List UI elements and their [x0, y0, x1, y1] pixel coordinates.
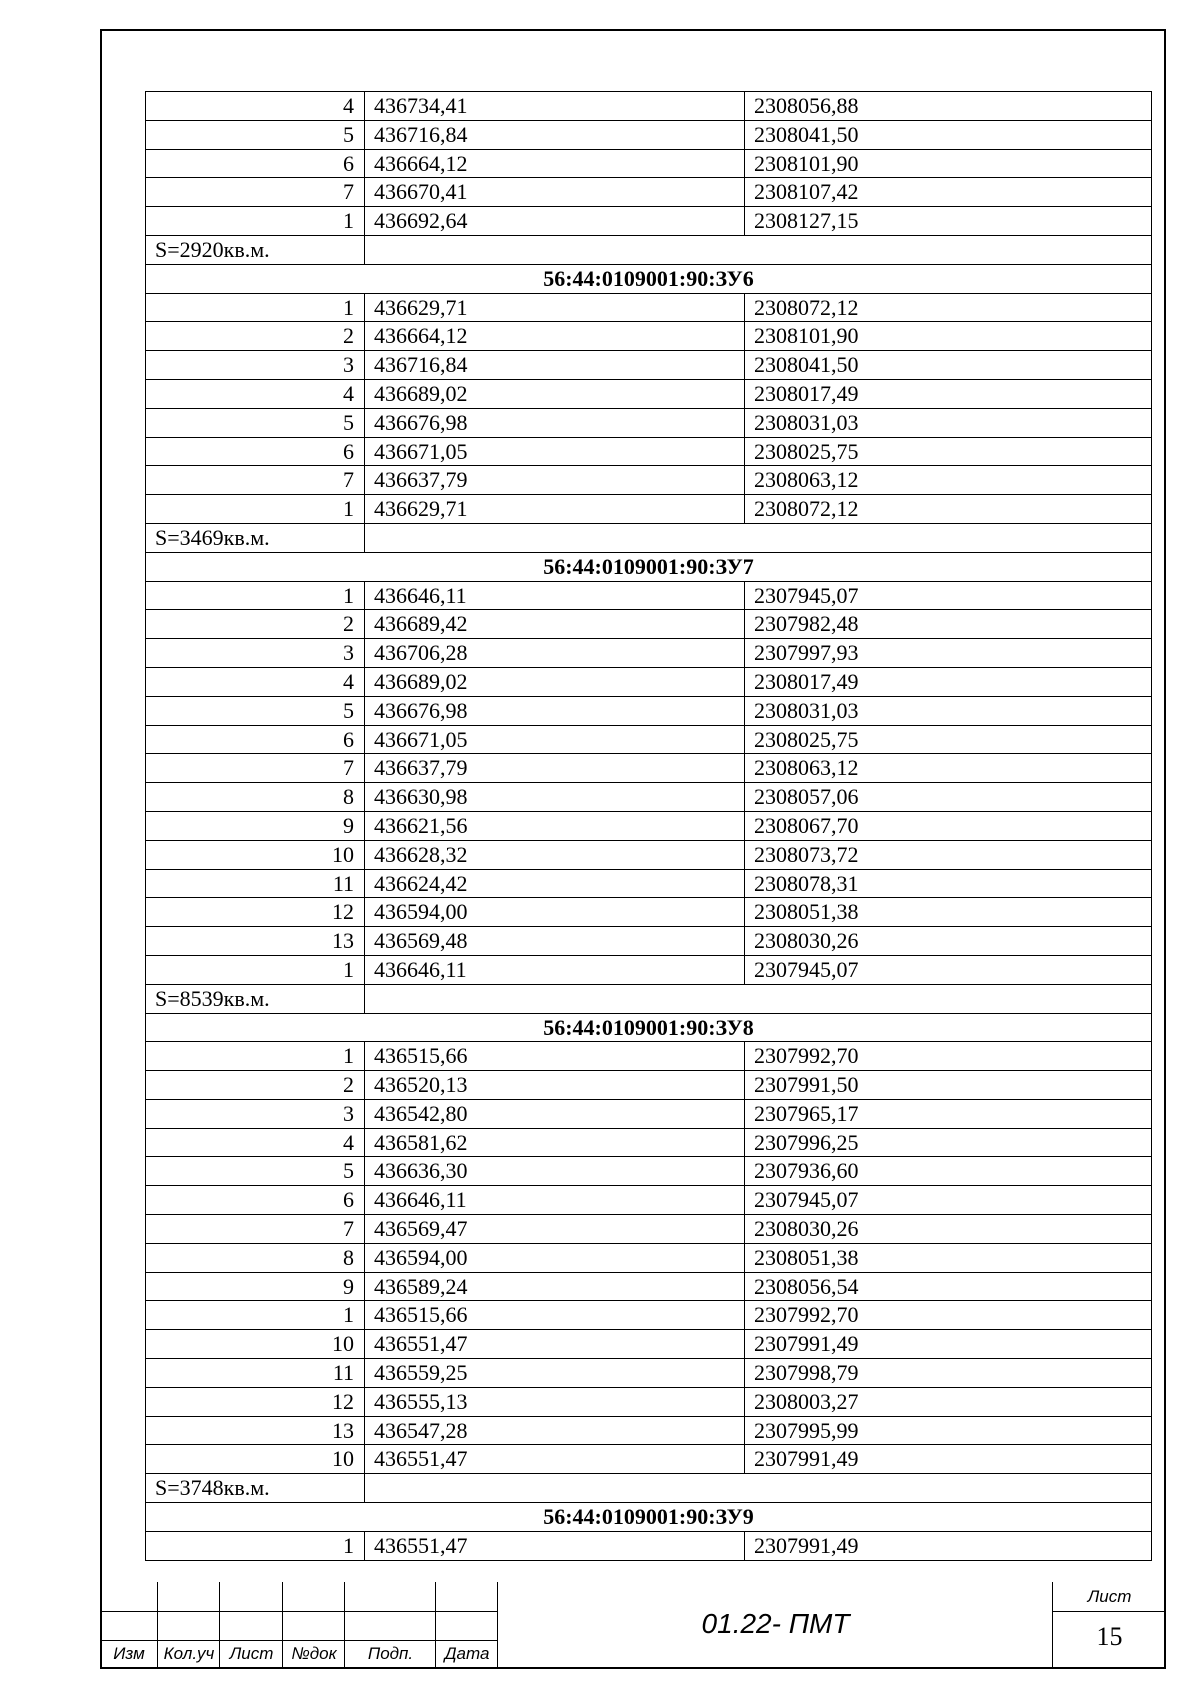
point-number: 1 [146, 293, 365, 322]
coord-x: 436581,62 [365, 1128, 745, 1157]
coord-y: 2307992,70 [745, 1301, 1152, 1330]
coord-x: 436706,28 [365, 639, 745, 668]
coord-x: 436676,98 [365, 696, 745, 725]
coord-y: 2308031,03 [745, 696, 1152, 725]
table-row [146, 437, 1152, 466]
point-number: 3 [146, 351, 365, 380]
table-row [146, 1272, 1152, 1301]
area-value: S=3469кв.м. [146, 523, 365, 552]
coord-x: 436646,11 [365, 955, 745, 984]
table-row [146, 1071, 1152, 1100]
table-row [146, 408, 1152, 437]
coord-y: 2307982,48 [745, 610, 1152, 639]
tb-label-list: Лист [229, 1644, 274, 1663]
coord-x: 436589,24 [365, 1272, 745, 1301]
coord-x: 436624,42 [365, 869, 745, 898]
parcel-cadastral-number: 56:44:0109001:90:ЗУ7 [146, 552, 1152, 581]
point-number: 7 [146, 754, 365, 783]
coord-y: 2308101,90 [745, 149, 1152, 178]
coord-x: 436637,79 [365, 466, 745, 495]
tb-label-izm: Изм [113, 1644, 145, 1663]
parcel-header-row [146, 1503, 1152, 1532]
document-code: 01.22- ПМТ [701, 1608, 850, 1639]
point-number: 5 [146, 1157, 365, 1186]
point-number: 2 [146, 610, 365, 639]
coord-y: 2308003,27 [745, 1387, 1152, 1416]
table-row [146, 639, 1152, 668]
point-number: 1 [146, 1042, 365, 1071]
coord-x: 436520,13 [365, 1071, 745, 1100]
area-empty-cell [365, 523, 1152, 552]
point-number: 11 [146, 1359, 365, 1388]
table-row [146, 1128, 1152, 1157]
coord-x: 436734,41 [365, 92, 745, 121]
coord-y: 2307991,49 [745, 1445, 1152, 1474]
point-number: 1 [146, 495, 365, 524]
area-empty-cell [365, 984, 1152, 1013]
coord-y: 2308017,49 [745, 379, 1152, 408]
tb-label-data: Дата [444, 1644, 490, 1663]
point-number: 10 [146, 840, 365, 869]
coord-y: 2308072,12 [745, 293, 1152, 322]
area-empty-cell [365, 1474, 1152, 1503]
title-block [100, 1582, 1166, 1669]
coord-y: 2307998,79 [745, 1359, 1152, 1388]
coord-x: 436547,28 [365, 1416, 745, 1445]
point-number: 1 [146, 207, 365, 236]
point-number: 1 [146, 1301, 365, 1330]
coordinates-table [145, 91, 1152, 1561]
coord-y: 2308030,26 [745, 927, 1152, 956]
point-number: 7 [146, 178, 365, 207]
table-row [146, 1445, 1152, 1474]
point-number: 4 [146, 92, 365, 121]
area-row [146, 984, 1152, 1013]
coord-x: 436629,71 [365, 293, 745, 322]
table-row [146, 1186, 1152, 1215]
coord-x: 436551,47 [365, 1531, 745, 1560]
coord-x: 436716,84 [365, 351, 745, 380]
point-number: 6 [146, 725, 365, 754]
point-number: 1 [146, 581, 365, 610]
coord-x: 436689,42 [365, 610, 745, 639]
coord-y: 2308051,38 [745, 1243, 1152, 1272]
table-row [146, 1215, 1152, 1244]
coord-x: 436555,13 [365, 1387, 745, 1416]
area-value: S=8539кв.м. [146, 984, 365, 1013]
tb-row-line-1 [100, 1611, 498, 1612]
table-row [146, 1301, 1152, 1330]
point-number: 8 [146, 1243, 365, 1272]
point-number: 8 [146, 783, 365, 812]
table-row [146, 725, 1152, 754]
point-number: 4 [146, 379, 365, 408]
coord-y: 2307945,07 [745, 955, 1152, 984]
coord-x: 436559,25 [365, 1359, 745, 1388]
point-number: 2 [146, 322, 365, 351]
coord-x: 436542,80 [365, 1099, 745, 1128]
coord-x: 436689,02 [365, 667, 745, 696]
table-row [146, 840, 1152, 869]
coord-x: 436664,12 [365, 149, 745, 178]
coord-y: 2307945,07 [745, 581, 1152, 610]
coord-x: 436671,05 [365, 725, 745, 754]
coord-y: 2307996,25 [745, 1128, 1152, 1157]
coord-y: 2308025,75 [745, 725, 1152, 754]
point-number: 11 [146, 869, 365, 898]
coord-y: 2307991,49 [745, 1531, 1152, 1560]
table-row [146, 1387, 1152, 1416]
table-row [146, 811, 1152, 840]
point-number: 6 [146, 1186, 365, 1215]
point-number: 6 [146, 437, 365, 466]
table-row [146, 898, 1152, 927]
coord-y: 2308025,75 [745, 437, 1152, 466]
parcel-header-row [146, 264, 1152, 293]
table-row [146, 120, 1152, 149]
coord-x: 436646,11 [365, 581, 745, 610]
point-number: 9 [146, 811, 365, 840]
point-number: 7 [146, 1215, 365, 1244]
point-number: 7 [146, 466, 365, 495]
coord-x: 436716,84 [365, 120, 745, 149]
coord-x: 436569,48 [365, 927, 745, 956]
coord-y: 2308072,12 [745, 495, 1152, 524]
tb-sheet-line [1053, 1611, 1166, 1612]
table-row [146, 466, 1152, 495]
coord-y: 2307992,70 [745, 1042, 1152, 1071]
area-value: S=3748кв.м. [146, 1474, 365, 1503]
table-row [146, 1359, 1152, 1388]
area-row [146, 1474, 1152, 1503]
coord-y: 2308017,49 [745, 667, 1152, 696]
table-row [146, 1042, 1152, 1071]
coord-x: 436551,47 [365, 1330, 745, 1359]
coord-y: 2308056,54 [745, 1272, 1152, 1301]
sheet-label: Лист [1087, 1587, 1132, 1606]
point-number: 5 [146, 120, 365, 149]
table-row [146, 1531, 1152, 1560]
coord-y: 2307997,93 [745, 639, 1152, 668]
coord-x: 436671,05 [365, 437, 745, 466]
table-row [146, 92, 1152, 121]
point-number: 3 [146, 639, 365, 668]
point-number: 12 [146, 898, 365, 927]
coord-x: 436689,02 [365, 379, 745, 408]
table-row [146, 869, 1152, 898]
coord-x: 436569,47 [365, 1215, 745, 1244]
coord-x: 436515,66 [365, 1042, 745, 1071]
table-row [146, 667, 1152, 696]
point-number: 1 [146, 955, 365, 984]
coord-x: 436692,64 [365, 207, 745, 236]
table-row [146, 696, 1152, 725]
coord-y: 2307965,17 [745, 1099, 1152, 1128]
coord-y: 2307995,99 [745, 1416, 1152, 1445]
area-empty-cell [365, 235, 1152, 264]
coordinates-table-body [146, 92, 1152, 1561]
coord-x: 436630,98 [365, 783, 745, 812]
coord-x: 436676,98 [365, 408, 745, 437]
coord-x: 436628,32 [365, 840, 745, 869]
coord-y: 2308051,38 [745, 898, 1152, 927]
coord-x: 436629,71 [365, 495, 745, 524]
table-row [146, 322, 1152, 351]
table-row [146, 955, 1152, 984]
coord-x: 436551,47 [365, 1445, 745, 1474]
table-row [146, 379, 1152, 408]
coord-y: 2308041,50 [745, 351, 1152, 380]
sheet-number: 15 [1096, 1622, 1123, 1651]
table-row [146, 1099, 1152, 1128]
point-number: 10 [146, 1445, 365, 1474]
coord-y: 2308041,50 [745, 120, 1152, 149]
point-number: 6 [146, 149, 365, 178]
coord-y: 2307991,49 [745, 1330, 1152, 1359]
coord-y: 2308031,03 [745, 408, 1152, 437]
coord-x: 436515,66 [365, 1301, 745, 1330]
coord-y: 2308067,70 [745, 811, 1152, 840]
coord-x: 436636,30 [365, 1157, 745, 1186]
tb-label-ndok: №док [291, 1644, 337, 1663]
area-value: S=2920кв.м. [146, 235, 365, 264]
table-row [146, 754, 1152, 783]
table-row [146, 581, 1152, 610]
parcel-cadastral-number: 56:44:0109001:90:ЗУ8 [146, 1013, 1152, 1042]
tb-row-line-2 [100, 1640, 498, 1641]
coord-y: 2308030,26 [745, 1215, 1152, 1244]
table-row [146, 1330, 1152, 1359]
parcel-header-row [146, 552, 1152, 581]
coord-y: 2307936,60 [745, 1157, 1152, 1186]
coord-x: 436594,00 [365, 1243, 745, 1272]
coord-x: 436621,56 [365, 811, 745, 840]
coord-y: 2308063,12 [745, 466, 1152, 495]
tb-label-kol-uch: Кол.уч [163, 1644, 215, 1663]
point-number: 5 [146, 696, 365, 725]
coord-y: 2308063,12 [745, 754, 1152, 783]
coord-y: 2308101,90 [745, 322, 1152, 351]
coord-y: 2307991,50 [745, 1071, 1152, 1100]
tb-label-podp: Подп. [367, 1644, 414, 1663]
point-number: 2 [146, 1071, 365, 1100]
coord-x: 436670,41 [365, 178, 745, 207]
coord-x: 436664,12 [365, 322, 745, 351]
parcel-header-row [146, 1013, 1152, 1042]
coord-y: 2308056,88 [745, 92, 1152, 121]
point-number: 1 [146, 1531, 365, 1560]
area-row [146, 235, 1152, 264]
point-number: 9 [146, 1272, 365, 1301]
table-row [146, 783, 1152, 812]
point-number: 13 [146, 1416, 365, 1445]
coord-y: 2308057,06 [745, 783, 1152, 812]
point-number: 13 [146, 927, 365, 956]
table-row [146, 1157, 1152, 1186]
parcel-cadastral-number: 56:44:0109001:90:ЗУ6 [146, 264, 1152, 293]
point-number: 4 [146, 1128, 365, 1157]
coord-x: 436646,11 [365, 1186, 745, 1215]
coord-y: 2308073,72 [745, 840, 1152, 869]
point-number: 5 [146, 408, 365, 437]
parcel-cadastral-number: 56:44:0109001:90:ЗУ9 [146, 1503, 1152, 1532]
table-row [146, 1243, 1152, 1272]
coord-y: 2308107,42 [745, 178, 1152, 207]
table-row [146, 610, 1152, 639]
table-row [146, 207, 1152, 236]
table-row [146, 293, 1152, 322]
point-number: 3 [146, 1099, 365, 1128]
coord-y: 2308078,31 [745, 869, 1152, 898]
point-number: 10 [146, 1330, 365, 1359]
coord-y: 2307945,07 [745, 1186, 1152, 1215]
area-row [146, 523, 1152, 552]
table-row [146, 495, 1152, 524]
point-number: 4 [146, 667, 365, 696]
point-number: 12 [146, 1387, 365, 1416]
table-row [146, 1416, 1152, 1445]
table-row [146, 351, 1152, 380]
table-row [146, 178, 1152, 207]
table-row [146, 927, 1152, 956]
coord-y: 2308127,15 [745, 207, 1152, 236]
table-row [146, 149, 1152, 178]
coord-x: 436637,79 [365, 754, 745, 783]
coord-x: 436594,00 [365, 898, 745, 927]
